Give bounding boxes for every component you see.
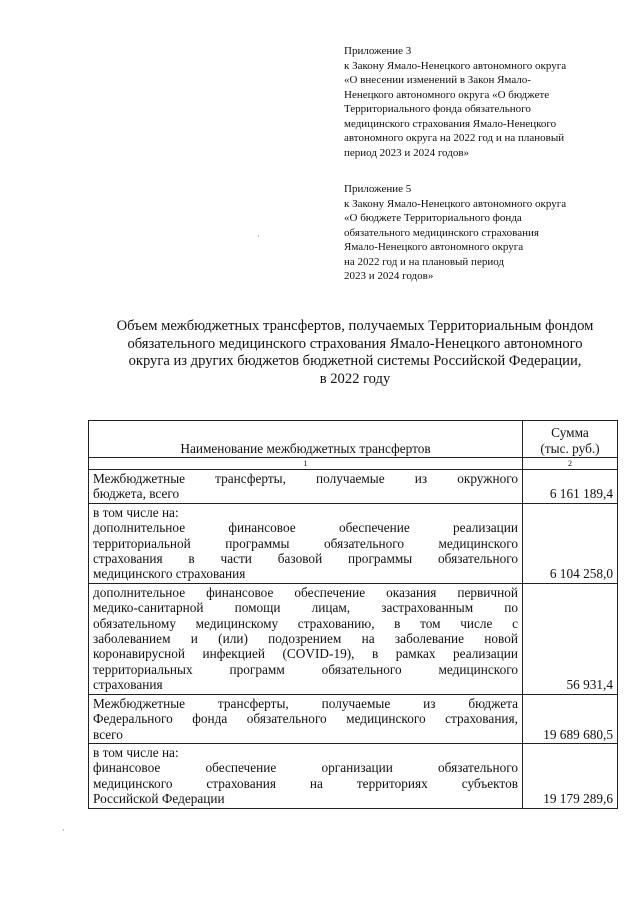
- transfers-table: [88, 420, 618, 809]
- transfer-name-line: в том числе на:: [93, 744, 179, 760]
- table-row: [89, 470, 618, 504]
- transfer-name: [89, 694, 523, 743]
- transfer-name: [89, 743, 523, 808]
- document-title: [95, 318, 615, 388]
- transfer-name: [89, 503, 523, 583]
- table-row: [89, 743, 618, 808]
- appendix-3-line: период 2023 и 2024 годов»: [344, 146, 470, 159]
- transfer-name-line: Межбюджетные трансферты, получаемые из бюджета: [93, 695, 518, 711]
- transfer-name-line: всего: [93, 726, 123, 742]
- transfer-name: [89, 583, 523, 694]
- header-sum-line: (тыс. руб.): [540, 440, 600, 456]
- transfer-name-line: дополнительное финансовое обеспечение оказания первичной: [93, 584, 518, 600]
- appendix-3-line: медицинского страхования Ямало-Ненецкого: [344, 117, 557, 130]
- appendix-3-header: [344, 44, 634, 160]
- transfer-name-line: коронавирусной инфекцией (COVID-19), в рамках реализации: [93, 646, 518, 662]
- appendix-3-line: автономного округа на 2022 год и на плановый: [344, 132, 565, 144]
- transfer-name-line: территориальных программ обязательного медицинского: [93, 661, 518, 677]
- appendix-5-header: [344, 182, 634, 284]
- appendix-5-line: «О бюджете Территориального фонда: [344, 212, 522, 224]
- header-sum-line: Сумма: [551, 425, 589, 441]
- appendix-3-line: «О внесении изменений в Закон Ямало-: [344, 74, 531, 86]
- appendix-5-line: Приложение 5: [344, 183, 412, 195]
- transfer-name-line: территориальной программы обязательного медицинского: [93, 535, 518, 551]
- transfer-name-line: медико-санитарной помощи лицам, застрахованным по: [93, 600, 518, 616]
- appendix-5-line: на 2022 год и на плановый период: [344, 255, 504, 268]
- appendix-5-line: 2023 и 2024 годов»: [344, 270, 434, 282]
- transfer-name-line: страхования в части базовой программы обязательного: [93, 551, 518, 567]
- transfer-name-line: бюджета, всего: [93, 486, 180, 502]
- title-line: округа из других бюджетов бюджетной системы Российской Федерации,: [128, 353, 582, 369]
- transfer-name-line: в том числе на:: [93, 504, 179, 520]
- title-line: в 2022 году: [319, 370, 391, 387]
- transfer-name-line: обязательному медицинскому страхованию, в том числе с: [93, 615, 518, 631]
- transfer-amount: 19 179 289,6: [523, 743, 618, 808]
- header-sum: [523, 421, 618, 458]
- transfer-name-line: медицинского страхования: [93, 566, 246, 582]
- transfer-name-line: заболеванием и (или) подозрением на заболевание новой: [93, 631, 518, 647]
- table-header-row: [89, 421, 618, 458]
- transfer-name-line: Российской Федерации: [93, 791, 225, 807]
- column-number: 2: [523, 458, 618, 470]
- title-line: Объем межбюджетных трансфертов, получаемых Территориальным фондом: [116, 318, 594, 334]
- transfer-name-line: медицинского страхования на территориях субъектов: [93, 775, 518, 791]
- appendix-5-line: обязательного медицинского страхования: [344, 226, 539, 239]
- table-row: [89, 583, 618, 694]
- scan-speck: ·: [62, 826, 65, 835]
- transfer-name-line: финансовое обеспечение организации обязательного: [93, 760, 518, 776]
- transfer-name-line: Межбюджетные трансферты, получаемые из окружного: [93, 471, 518, 486]
- header-name: Наименование межбюджетных трансфертов: [89, 421, 523, 458]
- transfer-amount: 6 161 189,4: [523, 470, 618, 504]
- table-row: [89, 503, 618, 583]
- scan-speck: ·: [257, 232, 260, 241]
- transfer-amount: 6 104 258,0: [523, 503, 618, 583]
- appendix-3-line: к Закону Ямало-Ненецкого автономного округа: [344, 59, 567, 72]
- appendix-5-line: Ямало-Ненецкого автономного округа: [344, 241, 524, 253]
- transfer-amount: 56 931,4: [523, 583, 618, 694]
- appendix-3-line: Территориального фонда обязательного: [344, 103, 531, 115]
- appendix-3-line: Ненецкого автономного округа «О бюджете: [344, 88, 550, 101]
- transfer-name-line: страхования: [93, 677, 163, 693]
- transfer-name-line: Федерального фонда обязательного медицинского страхования,: [93, 711, 518, 727]
- appendix-3-line: Приложение 3: [344, 45, 412, 57]
- transfer-name-line: дополнительное финансовое обеспечение реализации: [93, 520, 518, 536]
- column-number-row: [89, 458, 618, 470]
- transfer-amount: 19 689 680,5: [523, 694, 618, 743]
- transfer-name: [89, 470, 523, 504]
- title-line: обязательного медицинского страхования Ямало-Ненецкого автономного: [127, 335, 583, 352]
- column-number: 1: [89, 458, 523, 470]
- appendix-5-line: к Закону Ямало-Ненецкого автономного округа: [344, 197, 567, 210]
- table-row: [89, 694, 618, 743]
